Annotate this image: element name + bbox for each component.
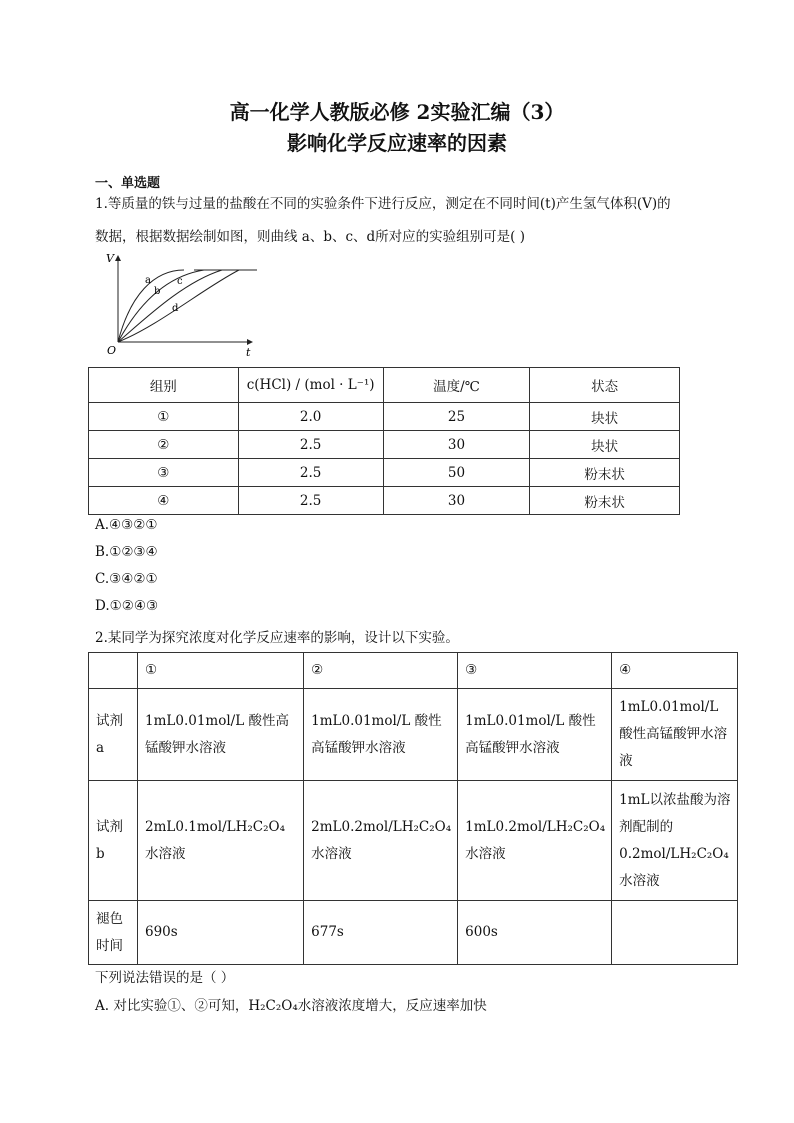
question-1-line-1: 1.等质量的铁与过量的盐酸在不同的实验条件下进行反应，测定在不同时间(t)产生氢气体积(V)的 [95, 196, 671, 212]
header-exp-3: ③ [458, 653, 612, 689]
table-cell: 690s [138, 901, 304, 965]
option-c[interactable]: C.③④②① [95, 571, 158, 587]
header-concentration: c(HCl) / (mol · L⁻¹) [238, 368, 383, 403]
option-d[interactable]: D.①②④③ [95, 598, 159, 614]
reagent-text: 2mL0.1mol/LH [145, 818, 248, 835]
table-cell: 30 [383, 431, 530, 459]
header-state: 状态 [530, 368, 680, 403]
table-cell: 1mL以浓盐酸为溶剂配制的0.2mol/LH₂C₂O₄水溶液 [612, 781, 738, 901]
table-cell: 2.0 [238, 403, 383, 431]
table-cell: 1mL0.2mol/LH₂C₂O₄水溶液 [458, 781, 612, 901]
curve-b-label: b [154, 286, 161, 297]
table-row [89, 689, 738, 781]
table-cell: 块状 [530, 431, 680, 459]
x-axis-label: t [246, 346, 251, 359]
header-exp-2: ② [304, 653, 458, 689]
table-cell: 2.5 [238, 459, 383, 487]
table-cell: 2mL0.1mol/LH₂C₂O₄水溶液 [138, 781, 304, 901]
table-cell: 1mL0.01mol/L 酸性高锰酸钾水溶液 [458, 689, 612, 781]
option-a[interactable]: A.④③②① [95, 517, 158, 533]
table-cell: ④ [89, 487, 239, 515]
table-row [89, 781, 738, 901]
table-cell: 50 [383, 459, 530, 487]
header-exp-1: ① [138, 653, 304, 689]
reagent-suffix: 水溶液 [145, 845, 186, 862]
header-empty [89, 653, 138, 689]
question-2-stem: 2.某同学为探究浓度对化学反应速率的影响，设计以下实验。 [95, 630, 459, 646]
table-cell: 块状 [530, 403, 680, 431]
table-cell: 1mL0.01mol/L 酸性高锰酸钾水溶液 [304, 689, 458, 781]
table-cell: 2.5 [238, 431, 383, 459]
question-1-line-2: 数据，根据数据绘制如图，则曲线 a、b、c、d所对应的实验组别可是( ) [95, 229, 526, 245]
curve-c [118, 270, 222, 342]
y-axis-label: V [106, 252, 114, 265]
title-line-2: 影响化学反应速率的因素 [287, 131, 507, 155]
question-2-prompt: 下列说法错误的是（ ） [95, 970, 235, 986]
table-row [89, 403, 680, 431]
reagent-text: 1mL0.2mol/LH [465, 818, 568, 835]
question-1-table [88, 367, 680, 515]
table-row [89, 459, 680, 487]
question-2-table [88, 652, 738, 965]
table-cell: 25 [383, 403, 530, 431]
table-cell: ③ [89, 459, 239, 487]
header-temperature: 温度/℃ [383, 368, 530, 403]
table-cell: 粉末状 [530, 459, 680, 487]
volume-time-graph [104, 250, 264, 360]
row-label-reagent-a: 试剂 a [89, 689, 138, 781]
reagent-suffix: 水溶液 [465, 845, 506, 862]
table-cell: 1mL0.01mol/L 酸性高锰酸钾水溶液 [138, 689, 304, 781]
title-line-1: 高一化学人教版必修 2实验汇编（3） [229, 100, 565, 124]
reagent-suffix: 水溶液 [311, 845, 352, 862]
option-a-q2[interactable]: A. 对比实验①、②可知，H₂C₂O₄水溶液浓度增大，反应速率加快 [95, 998, 487, 1014]
option-a-q2-suffix: 水溶液浓度增大，反应速率加快 [297, 998, 487, 1014]
table-cell: 600s [458, 901, 612, 965]
header-group: 组别 [89, 368, 239, 403]
row-label-reagent-b: 试剂 b [89, 781, 138, 901]
curve-c-label: c [177, 276, 183, 287]
reagent-suffix: 水溶液 [619, 872, 660, 889]
option-a-q2-text: A. 对比实验①、②可知，H [95, 998, 261, 1014]
table-row [89, 431, 680, 459]
table-row [89, 901, 738, 965]
table-header-row [89, 368, 680, 403]
table-cell: 粉末状 [530, 487, 680, 515]
table-cell: ① [89, 403, 239, 431]
table-cell: 2mL0.2mol/LH₂C₂O₄水溶液 [304, 781, 458, 901]
section-heading: 一、单选题 [95, 176, 161, 191]
table-header-row [89, 653, 738, 689]
table-cell: ② [89, 431, 239, 459]
curve-a-label: a [145, 275, 151, 286]
table-cell: 30 [383, 487, 530, 515]
header-exp-4: ④ [612, 653, 738, 689]
row-label-fade-time: 褪色时间 [89, 901, 138, 965]
table-cell: 1mL0.01mol/L 酸性高锰酸钾水溶液 [612, 689, 738, 781]
curve-d-label: d [172, 303, 179, 314]
table-cell [612, 901, 738, 965]
origin-label: O [107, 344, 117, 357]
option-b[interactable]: B.①②③④ [95, 544, 158, 560]
table-cell: 2.5 [238, 487, 383, 515]
reagent-text: 2mL0.2mol/LH [311, 818, 414, 835]
table-cell: 677s [304, 901, 458, 965]
reagent-text: 1mL以浓盐酸为溶剂配制的0.2mol/LH [619, 791, 731, 862]
table-row [89, 487, 680, 515]
